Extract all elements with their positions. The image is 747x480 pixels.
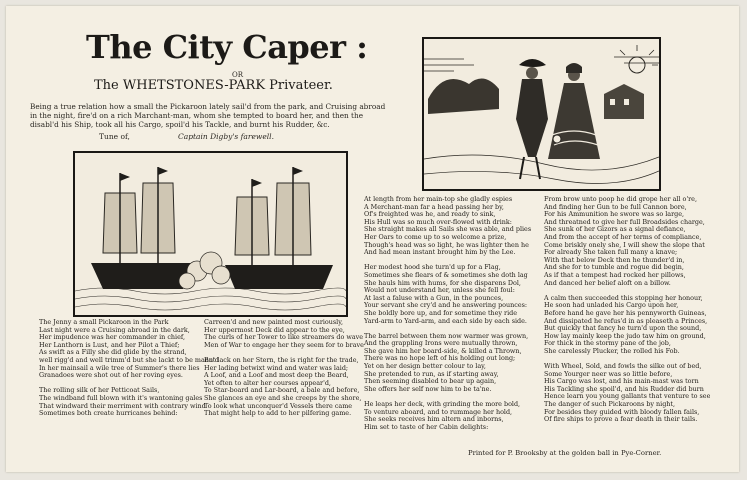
verse-line: Men of War to engage her they seem for to brave bbox=[204, 341, 364, 349]
verse-line: She boldly bore up, and for sometime they ride bbox=[364, 309, 518, 317]
verse-line: And dissipated he refus'd in as pleaseth a Princes, bbox=[544, 317, 708, 325]
verse-line: The barrel between them now warmer was grown, bbox=[364, 332, 529, 340]
title-or: OR bbox=[232, 71, 244, 79]
verse-line bbox=[364, 325, 531, 333]
verse-line: To look what unconquer'd Vessels there came bbox=[204, 402, 353, 410]
verse-line: And finding her Gun to be full Cannon bore, bbox=[544, 203, 687, 211]
verse-line: His Hull was so much over-flowed with drink: bbox=[364, 218, 512, 226]
verse-line: Though's head was so light, he was lighter then he bbox=[364, 241, 529, 249]
verse-line bbox=[39, 380, 219, 388]
verse-line: A Merchant-man far a head passing her by, bbox=[364, 203, 504, 211]
verse-line: Come briskly onely she, I will shew the slope that bbox=[544, 241, 705, 249]
verse-line: And danced her belief aloft on a billow. bbox=[544, 279, 671, 287]
verse-line: well rigg'd and well trimm'd but she lackt to be mann'd bbox=[39, 356, 219, 364]
verse-line: With Wheel, Sold, and fowls the silke out of bed, bbox=[544, 363, 702, 371]
verse-line: But quickly that fancy he turn'd upon the sound, bbox=[544, 325, 702, 333]
verse-line: For besides they guided with bloody fallen fails, bbox=[544, 408, 700, 416]
verse-line: Some Yourger neer was so little before, bbox=[544, 370, 673, 378]
verse-line: Would not understand her, unless she fell foul: bbox=[364, 287, 515, 295]
verse-line: That might help to add to her pilfering game. bbox=[204, 410, 352, 418]
verse-column-right-2 bbox=[544, 196, 710, 424]
verse-line: Hence learn you young gallants that venture to see bbox=[544, 393, 711, 401]
verse-line: She gave him her board-side, & killed a Thrown, bbox=[364, 347, 522, 355]
woodcut-couple bbox=[422, 37, 661, 191]
verse-line bbox=[544, 355, 710, 363]
verse-line: Yet often to alter her courses appear'd, bbox=[204, 379, 331, 387]
verse-line: Her Lanthorn is Lust, and her Pilot a Thief; bbox=[39, 341, 180, 349]
verse-line: Granadoes were shot out of her roving eyes. bbox=[39, 372, 183, 380]
verse-line: His Cargo was lost, and his main-mast was torn bbox=[544, 378, 699, 386]
verse-line: The curls of her Tower to like streamers do wave bbox=[204, 334, 364, 342]
verse-line: At length from her main-top she gladly espies bbox=[364, 196, 513, 203]
verse-line: Carreen'd and new painted most curiously, bbox=[204, 319, 344, 326]
verse-line: To Star-board and Lar-board, a bale and before, bbox=[204, 387, 360, 395]
verse-line: She glances an eye and she creeps by the shore, bbox=[204, 394, 362, 402]
verse-line: As if that a tempest had rocked her pillows, bbox=[544, 271, 686, 279]
verse-line: Sometimes she flears of & sometimes she doth lag bbox=[364, 271, 528, 279]
verse-line: The danger of such Pickaroons by night, bbox=[544, 401, 676, 409]
verse-line: With that below Deck then he thunder'd in, bbox=[544, 256, 685, 264]
verse-column-right-1 bbox=[364, 196, 531, 431]
verse-line: At last a faluse with a Gun, in the pounces, bbox=[364, 294, 504, 302]
printer-imprint: Printed for P. Brooksby at the golden ball in Pye-Corner. bbox=[468, 449, 662, 457]
verse-line: But lack on her Stern, the is right for the trade, bbox=[204, 356, 359, 364]
verse-line: Of fire ships to prove a fear death in their tails. bbox=[544, 416, 698, 424]
verse-line: Yet on her design better colour to lay, bbox=[364, 363, 486, 371]
verse-line: For thick in the stormy pane of the job, bbox=[544, 340, 671, 348]
verse-line: Yard-arm to Yard-arm, and each side by each side. bbox=[364, 317, 527, 325]
verse-line: Her Oars to come up to so welcome a prize, bbox=[364, 233, 507, 241]
woodcut-ships-image bbox=[75, 153, 346, 315]
verse-line: How lay mainly keep the judo taw him on ground, bbox=[544, 332, 706, 340]
broadside-subtitle: The WHETSTONES-PARK Privateer. bbox=[94, 78, 333, 93]
verse-line: And threatned to give her full Broadsides charge, bbox=[544, 218, 705, 226]
verse-line: Her impudence was her commander in chief, bbox=[39, 334, 186, 342]
verse-line: Your servant she cry'd and he answering pounces: bbox=[364, 302, 528, 310]
broadside-title: The City Caper : bbox=[86, 28, 368, 66]
verse-line bbox=[364, 393, 531, 401]
verse-line: She carelessly Plucker, the rolled his Fob. bbox=[544, 347, 680, 355]
verse-line: And from the accept of her terms of compliance, bbox=[544, 233, 702, 241]
verse-line: And had mean instant brought him by the Lee. bbox=[364, 249, 516, 257]
verse-line: A Loof, and a Loof and most deep the Beard, bbox=[204, 372, 349, 380]
verse-line: She seeks receives him altern and inborns, bbox=[364, 416, 504, 424]
verse-line: She pretended to run, as if starting away, bbox=[364, 370, 499, 378]
verse-line: The Jenny a small Pickaroon in the Park bbox=[39, 319, 169, 326]
broadside-sheet bbox=[6, 6, 739, 472]
verse-line: He leaps her deck, with grinding the more bold, bbox=[364, 401, 521, 409]
verse-line: She offers her self now him to be ta'ne. bbox=[364, 385, 492, 393]
verse-line: She straight makes all Sails she was able, and plies bbox=[364, 226, 532, 234]
verse-line: She sunk of her Gizors as a signal defiance, bbox=[544, 226, 686, 234]
verse-line: As swift as a Filly she did glide by the strand, bbox=[39, 349, 187, 357]
verse-line: She hauls him with hums, for she disparens Dol, bbox=[364, 279, 521, 287]
verse-column-left bbox=[39, 319, 219, 418]
verse-line: For his Ammunition he swore was so large, bbox=[544, 211, 685, 219]
woodcut-couple-image bbox=[424, 39, 659, 189]
verse-line: The windband full blown with it's wantoning gales bbox=[39, 394, 203, 402]
verse-line: Of's freighted was he, and ready to sink, bbox=[364, 211, 496, 219]
verse-line: In her mainsail a wile tree of Summer's there lies bbox=[39, 364, 200, 372]
verse-line: Her lading betwixt wind and water was laid; bbox=[204, 364, 349, 372]
verse-line: There was no hope left of his holding out long; bbox=[364, 355, 516, 363]
verse-line: To venture aboard, and to rummage her hold, bbox=[364, 408, 513, 416]
verse-line bbox=[364, 257, 531, 265]
verse-line: Last night were a Cruising abroad in the dark, bbox=[39, 326, 190, 334]
verse-line: His Tackling she spoil'd, and his Rudder did burn bbox=[544, 385, 704, 393]
verse-line: Sometimes both create hurricanes behind: bbox=[39, 410, 178, 418]
verse-line: Before hand he gave her his pennyworth Guineas, bbox=[544, 309, 707, 317]
woodcut-ships bbox=[73, 151, 348, 317]
verse-line: For already She taken full many a knave; bbox=[544, 249, 678, 257]
verse-line: He soon had unladed his Cargo upon her, bbox=[544, 302, 679, 310]
tune-name: Captain Digby's farewell. bbox=[178, 132, 274, 141]
verse-line bbox=[204, 349, 364, 357]
verse-line: The rolling silk of her Petticoat Sails, bbox=[39, 387, 160, 395]
verse-column-middle bbox=[204, 319, 364, 418]
verse-line: Her uppermost Deck did appear to the eye, bbox=[204, 326, 345, 334]
verse-line bbox=[544, 287, 710, 295]
verse-line: Him set to taste of her Cabin delights: bbox=[364, 423, 489, 431]
verse-line: And she for to tumble and rogue did begin, bbox=[544, 264, 684, 272]
verse-line: A calm then succeeded this stopping her honour, bbox=[544, 294, 703, 302]
tune-label: Tune of, bbox=[99, 132, 130, 141]
verse-line: From brow unto poop he did grope her all o're, bbox=[544, 196, 697, 203]
verse-line: That windward their merriment with contrary wind bbox=[39, 402, 206, 410]
verse-line: Her modest hood she turn'd up for a Flag, bbox=[364, 264, 501, 272]
verse-line: And the grappling Irons were mutually thrown, bbox=[364, 340, 518, 348]
broadside-description: Being a true relation how a small the Pickaroon lately sail'd from the park, and Cruising abroad in the night, fire'd on a rich Marchant-man, whom she tempted to board her, and then the disabl'd his Ship, took all his Cargo, spoil'd his Tackle, and burnt his Rudder, &c. bbox=[30, 102, 386, 129]
verse-line: Then seeming disabled to bear up again, bbox=[364, 378, 497, 386]
